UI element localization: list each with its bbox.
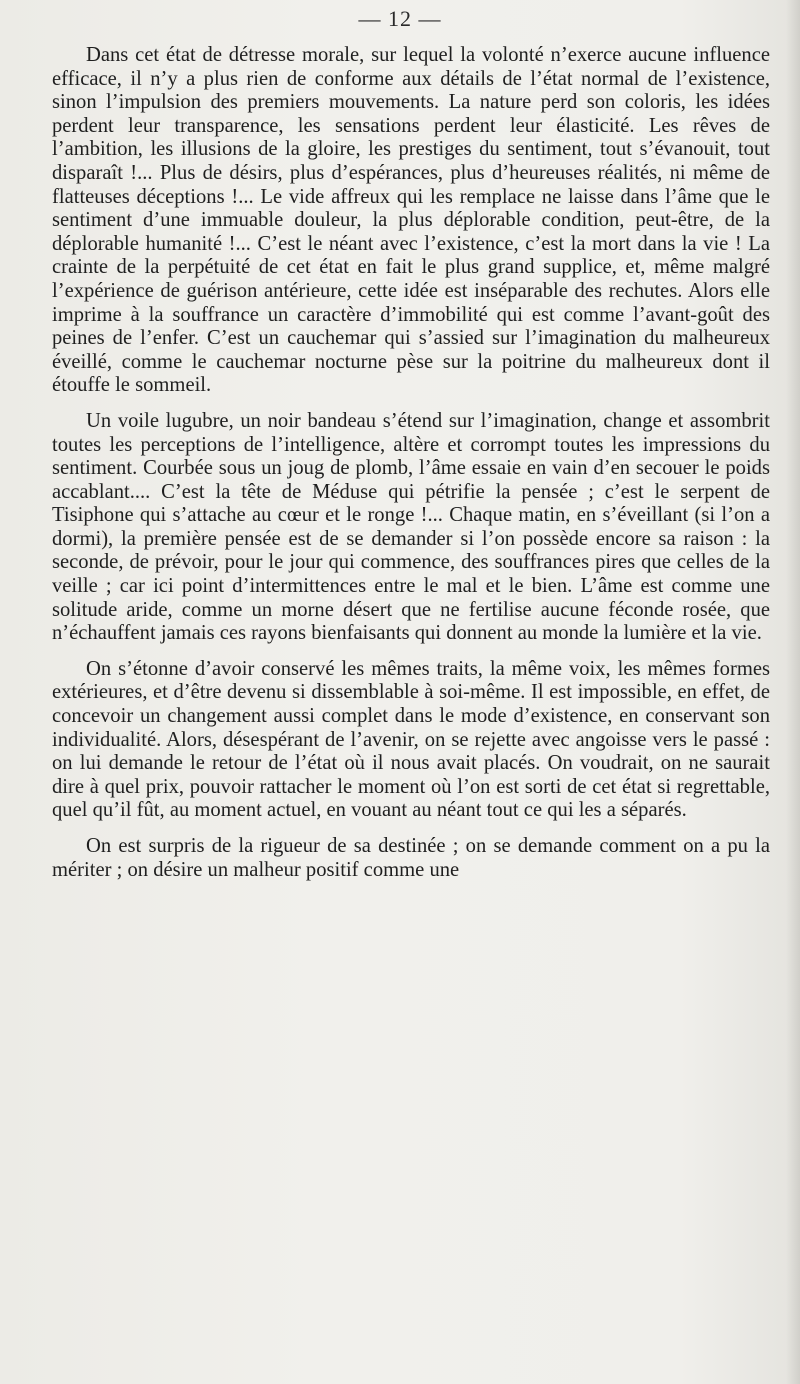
paragraph-2: Un voile lugubre, un noir bandeau s’étend sur l’imagination, change et assombrit toutes les perceptions de l’intelligence, altère et corrompt toutes les impressions du sentiment. Courbée sous un joug de plomb, l’âme essaie en vain d’en secouer le poids accablant.... C’est la tête de Méduse qui pétrifie la pensée ; c’est le serpent de Tisiphone qui s’attache au cœur et le ronge !... Chaque matin, en s’éveillant (si l’on a dormi), la première pensée est de se demander si l’on possède encore sa raison : la seconde, de prévoir, pour le jour qui commence, des souffrances pires que celles de la veille ; car ici point d’intermittences entre le mal et le bien. L’âme est comme une solitude aride, comme un morne désert que ne fertilise aucune féconde rosée, que n’échauffent jamais ces rayons bienfaisants qui donnent au monde la lumière et la vie. bbox=[52, 409, 770, 645]
paragraph-3: On s’étonne d’avoir conservé les mêmes traits, la même voix, les mêmes formes extérieures, et d’être devenu si dissemblable à soi-même. Il est impossible, en effet, de concevoir un changement aussi complet dans le mode d’existence, en conservant son individualité. Alors, désespérant de l’avenir, on se rejette avec angoisse vers le passé : on lui demande le retour de l’état où il nous avait placés. On voudrait, on ne saurait dire à quel prix, pouvoir rattacher le moment où l’on est sorti de cet état si regrettable, quel qu’il fût, au moment actuel, en vouant au néant tout ce qui les a séparés. bbox=[52, 657, 770, 822]
paragraph-4: On est surpris de la rigueur de sa destinée ; on se demande comment on a pu la mériter ; on désire un malheur positif comme une bbox=[52, 835, 770, 881]
body-text bbox=[52, 44, 770, 882]
page-number: — 12 — bbox=[358, 6, 442, 31]
page-gutter-shadow bbox=[786, 0, 800, 1384]
paragraph-1: Dans cet état de détresse morale, sur lequel la volonté n’exerce aucune influence efficace, il n’y a plus rien de conforme aux détails de l’état normal de l’existence, sinon l’impulsion des premiers mouvements. La nature perd son coloris, les idées perdent leur transparence, les sensations perdent leur élasticité. Les rêves de l’ambition, les illusions de la gloire, les prestiges du sentiment, tout s’évanouit, tout disparaît !... Plus de désirs, plus d’espérances, plus d’heureuses réalités, ni même de flatteuses déceptions !... Le vide affreux qui les remplace ne laisse dans l’âme que le sentiment d’une immuable douleur, la plus déplorable condition, peut-être, de la déplorable humanité !... C’est le néant avec l’existence, c’est la mort dans la vie ! La crainte de la perpétuité de cet état en fait le plus grand supplice, et, même malgré l’expérience de guérison antérieure, cette idée est inséparable des rechutes. Alors elle imprime à la souffrance un caractère d’immobilité qui est comme l’avant-goût des peines de l’enfer. C’est un cauchemar qui s’assied sur l’imagination du malheureux éveillé, comme le cauchemar nocturne pèse sur la poitrine du malheureux dont il étouffe le sommeil. bbox=[52, 44, 770, 397]
